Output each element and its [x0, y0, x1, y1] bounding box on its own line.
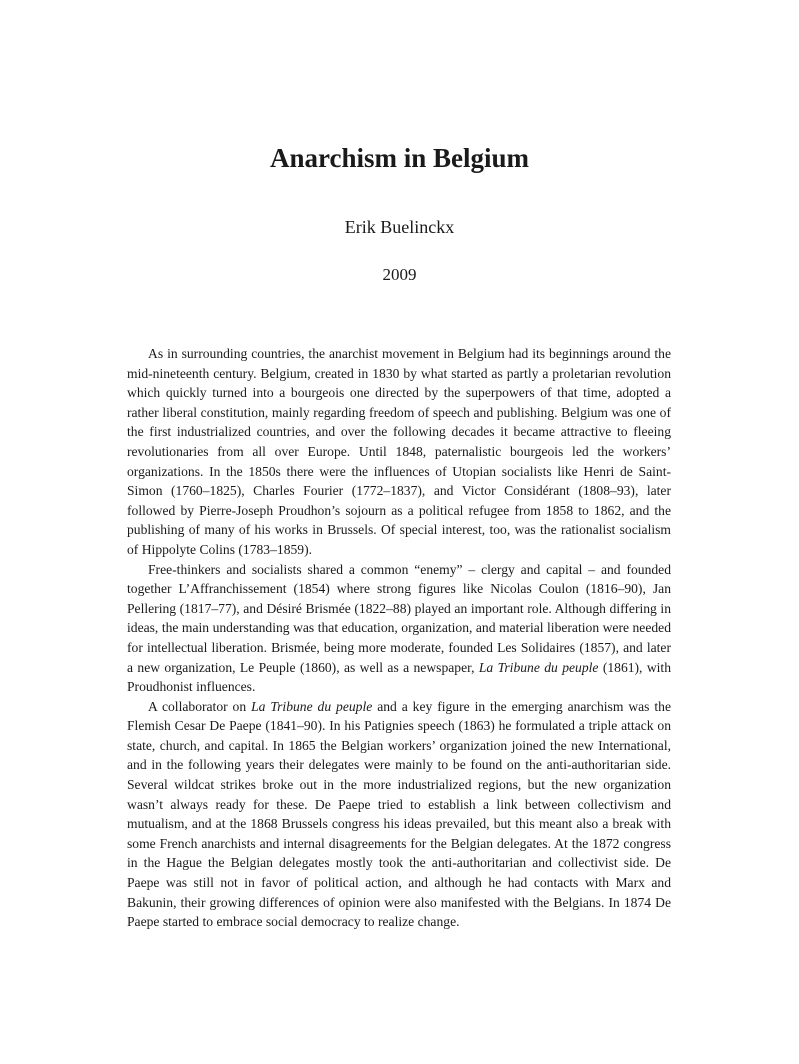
page-title: Anarchism in Belgium — [269, 143, 530, 173]
newspaper-title: La Tribune du peuple — [251, 698, 373, 714]
paragraph — [127, 344, 671, 560]
paragraph-text: (1861), with Proudhonist influences. — [127, 659, 671, 695]
paragraph-text: As in surrounding countries, the anarchist movement in Belgium had its beginnings around the mid-nineteenth century. Belgium, created in 1830 by what started as partly a proletarian revolution which quickly turned into a bourgeois one directed by the superpowers of that time, adopted a rather liberal constitution, mainly regarding freedom of speech and publishing. Belgium was one of the first industrialized countries, and over the following decades it became attractive to fleeing revolutionaries from all over Europe. Until 1848, paternalistic bourgeois led the workers’ organizations. In the 1850s there were the influences of Utopian socialists like Henri de Saint-Simon (1760–1825), Charles Fourier (1772–1837), and Victor Considérant (1808–93), later followed by Pierre-Joseph Proudhon’s sojourn as a political refugee from 1858 to 1862, and the publishing of many of his works in Brussels. Of special interest, too, was the rationalist socialism of Hippolyte Colins (1783–1859). — [127, 346, 671, 557]
publication-date: 2009 — [382, 265, 417, 284]
paragraph-text: Free-thinkers and socialists shared a common “enemy” – clergy and capital – and founded together L’Affranchissement (1854) where strong figures like Nicolas Coulon (1816–90), Jan Pellering (1817–77), and Désiré Brismée (1822–88) played an important role. Although differing in ideas, the main understanding was that education, organization, and material liberation were needed for intellectual liberation. Brismée, being more moderate, founded Les Solidaires (1857), and later a new organization, Le Peuple (1860), as well as a newspaper, — [127, 561, 671, 675]
paragraph-text: A collaborator on — [148, 698, 252, 714]
author-name: Erik Buelinckx — [344, 217, 455, 237]
paragraph-text: and a key figure in the emerging anarchism was the Flemish Cesar De Paepe (1841–90). In his Patignies speech (1863) he formulated a triple attack on state, church, and capital. In 1865 the Belgian workers’ organization joined the new International, and in the following years their delegates were mainly to be found on the anti-authoritarian side. Several wildcat strikes broke out in the more industrialized regions, but the new organization wasn’t always ready for these. De Paepe tried to establish a link between collectivism and mutualism, and at the 1868 Brussels congress his ideas prevailed, but this meant also a break with some French anarchists and internal disagreements for the Belgian delegates. At the 1872 congress in the Hague the Belgian delegates mostly took the anti-authoritarian and collectivist side. De Paepe was still not in favor of political action, and although he had contacts with Marx and Bakunin, their growing differences of opinion were also manifested with the Belgians. In 1874 De Paepe started to embrace social democracy to realize change. — [127, 698, 671, 930]
paragraph — [127, 697, 671, 932]
paragraph — [127, 560, 671, 697]
body-text — [127, 344, 671, 932]
newspaper-title: La Tribune du peuple — [478, 659, 599, 675]
